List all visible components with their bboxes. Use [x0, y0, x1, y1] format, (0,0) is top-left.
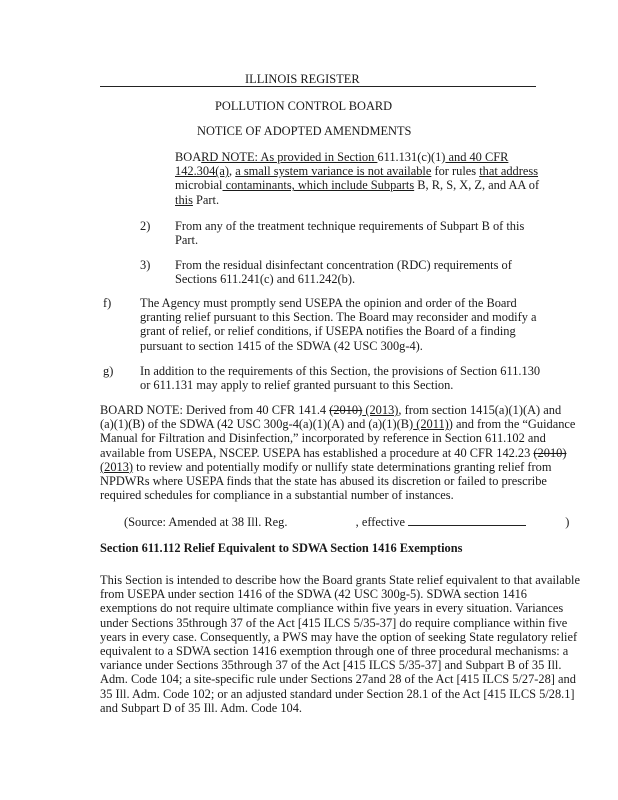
item-label: 2) [140, 219, 151, 233]
text-segment: B, R, S, X, Z, and AA of [414, 178, 540, 193]
section-heading: Section 611.112 Relief Equivalent to SDWA Section 1416 Exemptions [100, 541, 463, 555]
text-segment: years in every case. Consequently, a PWS may have the option of seeking State regulatory relief [100, 629, 578, 644]
register-title: ILLINOIS REGISTER [245, 72, 360, 86]
text-segment: NPDWRs where USEPA finds that the state has abused its discretion or failed to prescribe [100, 474, 547, 489]
text-segment: from USEPA under section 1416 of the SDWA (42 USC 300g-5). SDWA section 1416 [100, 587, 528, 602]
item-label: f) [103, 296, 112, 310]
underlined-text: 142.304(a) [175, 164, 230, 179]
text-segment: under Sections 35through 37 of the Act [415 ILCS 5/35-37] do require compliance within five [100, 615, 568, 630]
board-note-2 [100, 403, 575, 502]
text-segment: BOA [175, 150, 202, 164]
agency-title: POLLUTION CONTROL BOARD [215, 99, 393, 113]
underlined-text: that address [479, 164, 539, 179]
text-line [175, 258, 512, 272]
text-line [175, 233, 524, 247]
text-segment: The Agency must promptly send USEPA the opinion and order of the Board [140, 296, 517, 310]
text-segment: In addition to the requirements of this Section, the provisions of Section 611.130 [140, 364, 541, 378]
text-line [100, 701, 580, 715]
text-line [140, 364, 540, 378]
text-line [100, 474, 575, 488]
underlined-text: (2011) [413, 417, 449, 432]
text-segment: and Subpart D of 35 Ill. Adm. Code 104. [100, 700, 303, 715]
text-segment: exemptions do not require ultimate compliance within five years in every situation. Variances [100, 601, 564, 616]
board-note-1 [175, 150, 539, 207]
item-label: 3) [140, 258, 151, 272]
text-segment: available from USEPA, NSCEP. USEPA has established a procedure at 40 CFR 142.23 [100, 445, 534, 460]
struck-text: (2010) [533, 445, 567, 460]
text-segment: grant of relief, or relief conditions, if USEPA notifies the Board of a finding [140, 324, 516, 339]
text-segment: Adm. Code 104; a site-specific rule under Sections 27and 28 of the Act [415 ILCS 5/27-28] and [100, 672, 576, 687]
text-segment: From the residual disinfectant concentration (RDC) requirements of [175, 258, 512, 272]
effective-date-blank [408, 514, 526, 526]
text-line [175, 272, 512, 286]
text-line [100, 616, 580, 630]
text-segment: Part. [175, 233, 199, 248]
text-segment: granting relief pursuant to this Section. The Board may reconsider and modify a [140, 310, 537, 325]
text-line [100, 403, 575, 417]
text-segment: microbial [175, 178, 223, 193]
source-prefix: (Source: Amended at 38 Ill. Reg. [124, 515, 288, 529]
section-paragraph [100, 573, 580, 715]
text-segment: required schedules for compliance in a substantial number of instances. [100, 488, 454, 503]
underlined-text: RD NOTE: As provided in Section [201, 150, 378, 164]
text-line [100, 630, 580, 644]
underlined-text: (2013) [362, 403, 399, 417]
register-page-blank [291, 515, 353, 526]
text-segment: 35 Ill. Adm. Code 102; or an adjusted standard under Section 28.1 of the Act [415 ILCS 5/28.1] [100, 686, 575, 701]
text-segment: pursuant to section 1415 of the SDWA (42 USC 300g-4). [140, 338, 423, 353]
text-segment: for rules [431, 164, 480, 179]
text-line [140, 324, 537, 338]
text-line [100, 687, 580, 701]
text-line [140, 310, 537, 324]
text-line [100, 446, 575, 460]
text-segment: to review and potentially modify or nullify state determinations granting relief from [133, 459, 552, 474]
source-note [124, 514, 569, 529]
source-effective: , effective [355, 515, 405, 529]
text-segment: variance under Sections 35through 37 of the Act [415 ILCS 5/35-37] and Subpart B of 35 Ill. [100, 658, 562, 673]
text-segment: equivalent to a SDWA section 1416 exemption through one of three procedural mechanisms: a [100, 644, 569, 659]
text-segment: Manual for Filtration and Disinfection,” incorporated by reference in Section 611.102 and [100, 431, 546, 446]
item-text [175, 258, 512, 286]
text-line [100, 644, 580, 658]
text-segment: or 611.131 may apply to relief granted pursuant to this Section. [140, 378, 454, 393]
text-line [100, 587, 580, 601]
text-line [140, 296, 537, 310]
text-line [175, 150, 539, 164]
text-segment: Part. [192, 192, 220, 207]
item-text [140, 296, 537, 353]
text-segment: ) and from the “Guidance [448, 417, 576, 432]
text-segment: From any of the treatment technique requirements of Subpart B of this [175, 219, 525, 233]
notice-title: NOTICE OF ADOPTED AMENDMENTS [197, 124, 412, 138]
text-line [100, 488, 575, 502]
text-line [100, 573, 580, 587]
text-line [175, 219, 524, 233]
text-segment: , [229, 164, 236, 179]
text-segment: , from section 1415(a)(1)(A) and [398, 403, 562, 417]
struck-text: (2010) [329, 403, 363, 417]
underlined-text: contaminants, which include Subparts [222, 178, 415, 193]
text-line [100, 431, 575, 445]
text-line [100, 417, 575, 431]
text-line [100, 658, 580, 672]
text-segment: Sections 611.241(c) and 611.242(b). [175, 272, 356, 287]
item-label: g) [103, 364, 114, 378]
source-suffix: ) [565, 515, 570, 529]
text-line [140, 339, 537, 353]
underlined-text: and 40 CFR [445, 150, 509, 164]
text-line [140, 378, 540, 392]
item-text [140, 364, 540, 392]
text-segment: BOARD NOTE: Derived from 40 CFR 141.4 [100, 403, 330, 417]
text-line [175, 178, 539, 192]
underlined-text: a small system variance is not available [235, 164, 432, 179]
text-segment: 611.131(c)(1) [377, 150, 446, 164]
text-segment: This Section is intended to describe how the Board grants State relief equivalent to that available [100, 573, 580, 587]
text-line [175, 193, 539, 207]
text-segment: (a)(1)(B) of the SDWA (42 USC 300g-4(a)(1)(A) and (a)(1)(B) [100, 417, 414, 432]
text-line [100, 672, 580, 686]
text-line [175, 164, 539, 178]
underlined-text: (2013) [100, 459, 134, 474]
text-line [100, 601, 580, 615]
text-line [100, 460, 575, 474]
item-text [175, 219, 524, 247]
underlined-text: this [175, 192, 193, 207]
